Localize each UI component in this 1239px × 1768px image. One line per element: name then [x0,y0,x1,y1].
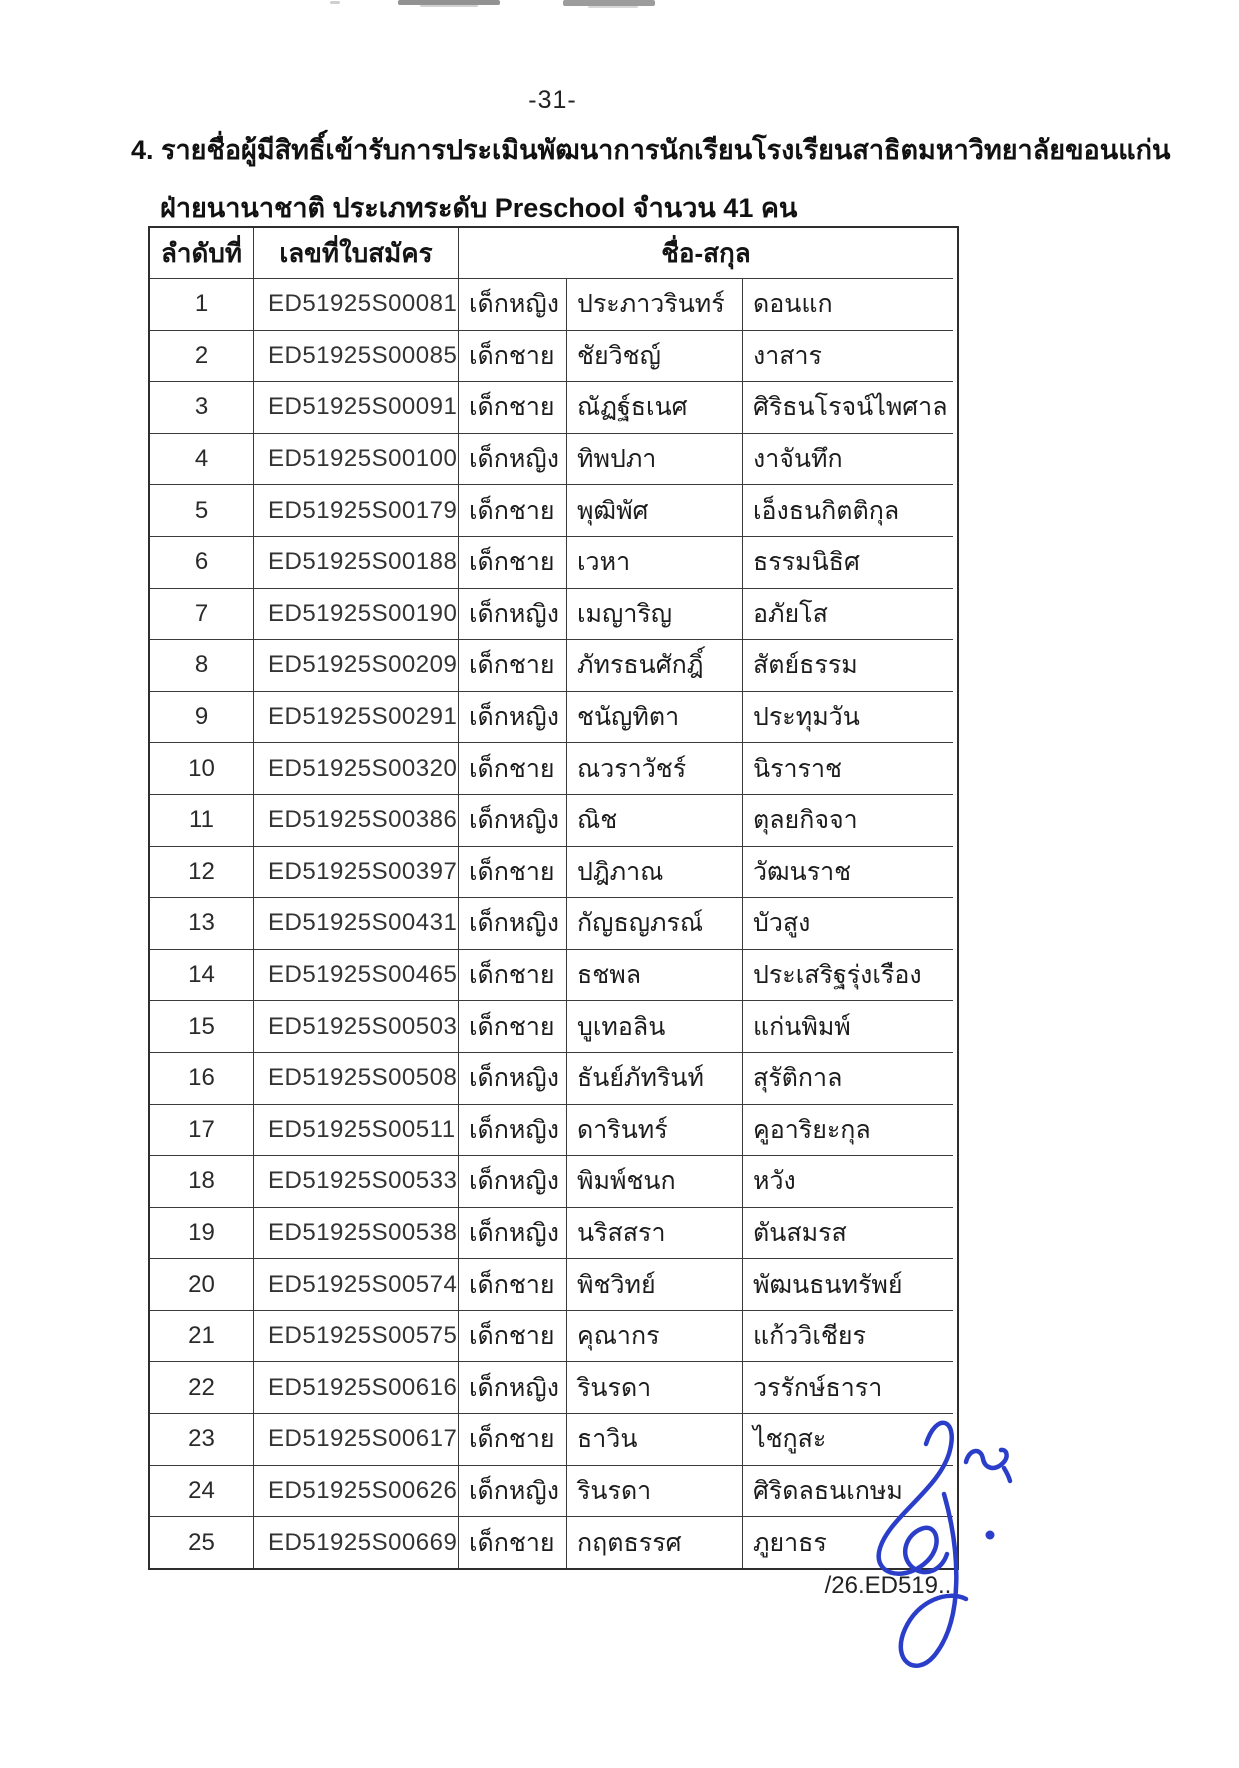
cell-first-name: กฤตธรรศ [566,1516,742,1568]
cell-title: เด็กชาย [458,330,566,382]
cell-first-name: ปฎิภาณ [566,846,742,898]
cell-first-name: พุฒิพัศ [566,484,742,536]
cell-row-number: 18 [150,1155,253,1207]
cell-last-name: งาจันทึก [742,433,953,485]
cell-first-name: ชนัญทิตา [566,691,742,743]
cell-row-number: 13 [150,897,253,949]
cell-application-no: ED51925S00626 [253,1465,458,1517]
cell-first-name: กัญธญภรณ์ [566,897,742,949]
cell-first-name: ธันย์ภัทรินท์ [566,1052,742,1104]
cell-row-number: 2 [150,330,253,382]
cell-row-number: 25 [150,1516,253,1568]
cell-first-name: พิมพ์ชนก [566,1155,742,1207]
cell-last-name: แก่นพิมพ์ [742,1000,953,1052]
cell-row-number: 14 [150,949,253,1001]
cell-row-number: 21 [150,1310,253,1362]
cell-first-name: ดารินทร์ [566,1104,742,1156]
cell-last-name: ศิริดลธนเกษม [742,1465,953,1517]
cell-application-no: ED51925S00575 [253,1310,458,1362]
cell-first-name: เวหา [566,536,742,588]
cell-application-no: ED51925S00081 [253,278,458,330]
cell-application-no: ED51925S00209 [253,639,458,691]
cell-first-name: ภัทรธนศักฎิ์ [566,639,742,691]
cell-title: เด็กหญิง [458,278,566,330]
cell-application-no: ED51925S00179 [253,484,458,536]
cell-title: เด็กชาย [458,1310,566,1362]
cell-title: เด็กชาย [458,1000,566,1052]
cell-row-number: 1 [150,278,253,330]
footer-note: /26.ED519... [824,1572,958,1599]
cell-first-name: ประภาวรินทร์ [566,278,742,330]
cell-last-name: ภูยาธร [742,1516,953,1568]
cell-row-number: 12 [150,846,253,898]
cell-row-number: 16 [150,1052,253,1104]
cell-title: เด็กชาย [458,484,566,536]
cell-application-no: ED51925S00100 [253,433,458,485]
cell-first-name: ณัฏฐ์ธเนศ [566,381,742,433]
cell-title: เด็กหญิง [458,691,566,743]
cell-first-name: ธชพล [566,949,742,1001]
cell-last-name: ดอนแก [742,278,953,330]
cell-last-name: แก้ววิเชียร [742,1310,953,1362]
cell-last-name: เอ็งธนกิตติกุล [742,484,953,536]
section-heading-line1: 4. รายชื่อผู้มีสิทธิ์เข้ารับการประเมินพัฒนาการนักเรียนโรงเรียนสาธิตมหาวิทยาลัยขอนแก่น [131,135,1171,165]
cell-first-name: ทิพปภา [566,433,742,485]
cell-application-no: ED51925S00511 [253,1104,458,1156]
cell-application-no: ED51925S00465 [253,949,458,1001]
cell-row-number: 6 [150,536,253,588]
cell-application-no: ED51925S00091 [253,381,458,433]
cell-last-name: ตุลยกิจจา [742,794,953,846]
cell-row-number: 17 [150,1104,253,1156]
cell-row-number: 19 [150,1207,253,1259]
cell-application-no: ED51925S00085 [253,330,458,382]
column-header-application-no: เลขที่ใบสมัคร [253,228,458,278]
scan-artifact [330,1,340,4]
cell-first-name: เมญาริญ [566,588,742,640]
cell-last-name: ไชกูสะ [742,1413,953,1465]
cell-first-name: ธาวิน [566,1413,742,1465]
cell-title: เด็กชาย [458,742,566,794]
scan-artifact [588,6,638,8]
cell-last-name: ศิริธนโรจน์ไพศาล [742,381,953,433]
cell-title: เด็กหญิง [458,1207,566,1259]
cell-title: เด็กหญิง [458,433,566,485]
cell-application-no: ED51925S00533 [253,1155,458,1207]
cell-row-number: 4 [150,433,253,485]
cell-title: เด็กชาย [458,536,566,588]
cell-last-name: นิราราช [742,742,953,794]
cell-row-number: 7 [150,588,253,640]
cell-title: เด็กชาย [458,639,566,691]
cell-first-name: พิชวิทย์ [566,1258,742,1310]
cell-application-no: ED51925S00291 [253,691,458,743]
cell-title: เด็กหญิง [458,588,566,640]
cell-title: เด็กชาย [458,1413,566,1465]
cell-first-name: รินรดา [566,1361,742,1413]
cell-first-name: คุณากร [566,1310,742,1362]
cell-application-no: ED51925S00503 [253,1000,458,1052]
cell-last-name: สัตย์ธรรม [742,639,953,691]
cell-title: เด็กชาย [458,1258,566,1310]
cell-application-no: ED51925S00616 [253,1361,458,1413]
cell-application-no: ED51925S00320 [253,742,458,794]
cell-last-name: ประเสริฐรุ่งเรือง [742,949,953,1001]
cell-title: เด็กหญิง [458,1104,566,1156]
cell-title: เด็กหญิง [458,794,566,846]
section-heading-line2: ฝ่ายนานาชาติ ประเภทระดับ Preschool จำนวน 41 คน [160,193,798,223]
cell-last-name: พัฒนธนทรัพย์ [742,1258,953,1310]
cell-first-name: ณวราวัชร์ [566,742,742,794]
cell-last-name: สุรัติกาล [742,1052,953,1104]
cell-row-number: 5 [150,484,253,536]
cell-application-no: ED51925S00617 [253,1413,458,1465]
cell-first-name: นริสสรา [566,1207,742,1259]
cell-title: เด็กชาย [458,949,566,1001]
cell-first-name: รินรดา [566,1465,742,1517]
cell-last-name: หวัง [742,1155,953,1207]
cell-application-no: ED51925S00188 [253,536,458,588]
cell-first-name: ณิช [566,794,742,846]
cell-last-name: งาสาร [742,330,953,382]
cell-application-no: ED51925S00508 [253,1052,458,1104]
cell-application-no: ED51925S00669 [253,1516,458,1568]
cell-application-no: ED51925S00190 [253,588,458,640]
cell-title: เด็กหญิง [458,1052,566,1104]
cell-application-no: ED51925S00431 [253,897,458,949]
cell-last-name: วัฒนราช [742,846,953,898]
student-table [148,226,959,1570]
cell-last-name: ตันสมรส [742,1207,953,1259]
cell-row-number: 20 [150,1258,253,1310]
cell-row-number: 10 [150,742,253,794]
cell-application-no: ED51925S00397 [253,846,458,898]
cell-row-number: 24 [150,1465,253,1517]
cell-last-name: ธรรมนิธิศ [742,536,953,588]
cell-last-name: อภัยโส [742,588,953,640]
cell-title: เด็กหญิง [458,897,566,949]
cell-title: เด็กชาย [458,846,566,898]
cell-title: เด็กชาย [458,381,566,433]
cell-row-number: 3 [150,381,253,433]
cell-title: เด็กหญิง [458,1361,566,1413]
cell-row-number: 22 [150,1361,253,1413]
cell-row-number: 9 [150,691,253,743]
cell-application-no: ED51925S00574 [253,1258,458,1310]
cell-application-no: ED51925S00386 [253,794,458,846]
column-header-name: ชื่อ-สกุล [458,228,953,278]
page-number: -31- [528,86,577,114]
cell-first-name: ชัยวิชญ์ [566,330,742,382]
cell-last-name: ประทุมวัน [742,691,953,743]
cell-title: เด็กหญิง [458,1155,566,1207]
scan-artifact [420,5,478,7]
column-header-no: ลำดับที่ [160,237,243,268]
cell-last-name: บัวสูง [742,897,953,949]
cell-row-number: 23 [150,1413,253,1465]
cell-first-name: บูเทอลิน [566,1000,742,1052]
cell-last-name: คูอาริยะกุล [742,1104,953,1156]
cell-last-name: วรรักษ์ธารา [742,1361,953,1413]
cell-row-number: 8 [150,639,253,691]
cell-title: เด็กชาย [458,1516,566,1568]
cell-row-number: 15 [150,1000,253,1052]
cell-application-no: ED51925S00538 [253,1207,458,1259]
cell-title: เด็กหญิง [458,1465,566,1517]
cell-row-number: 11 [150,794,253,846]
